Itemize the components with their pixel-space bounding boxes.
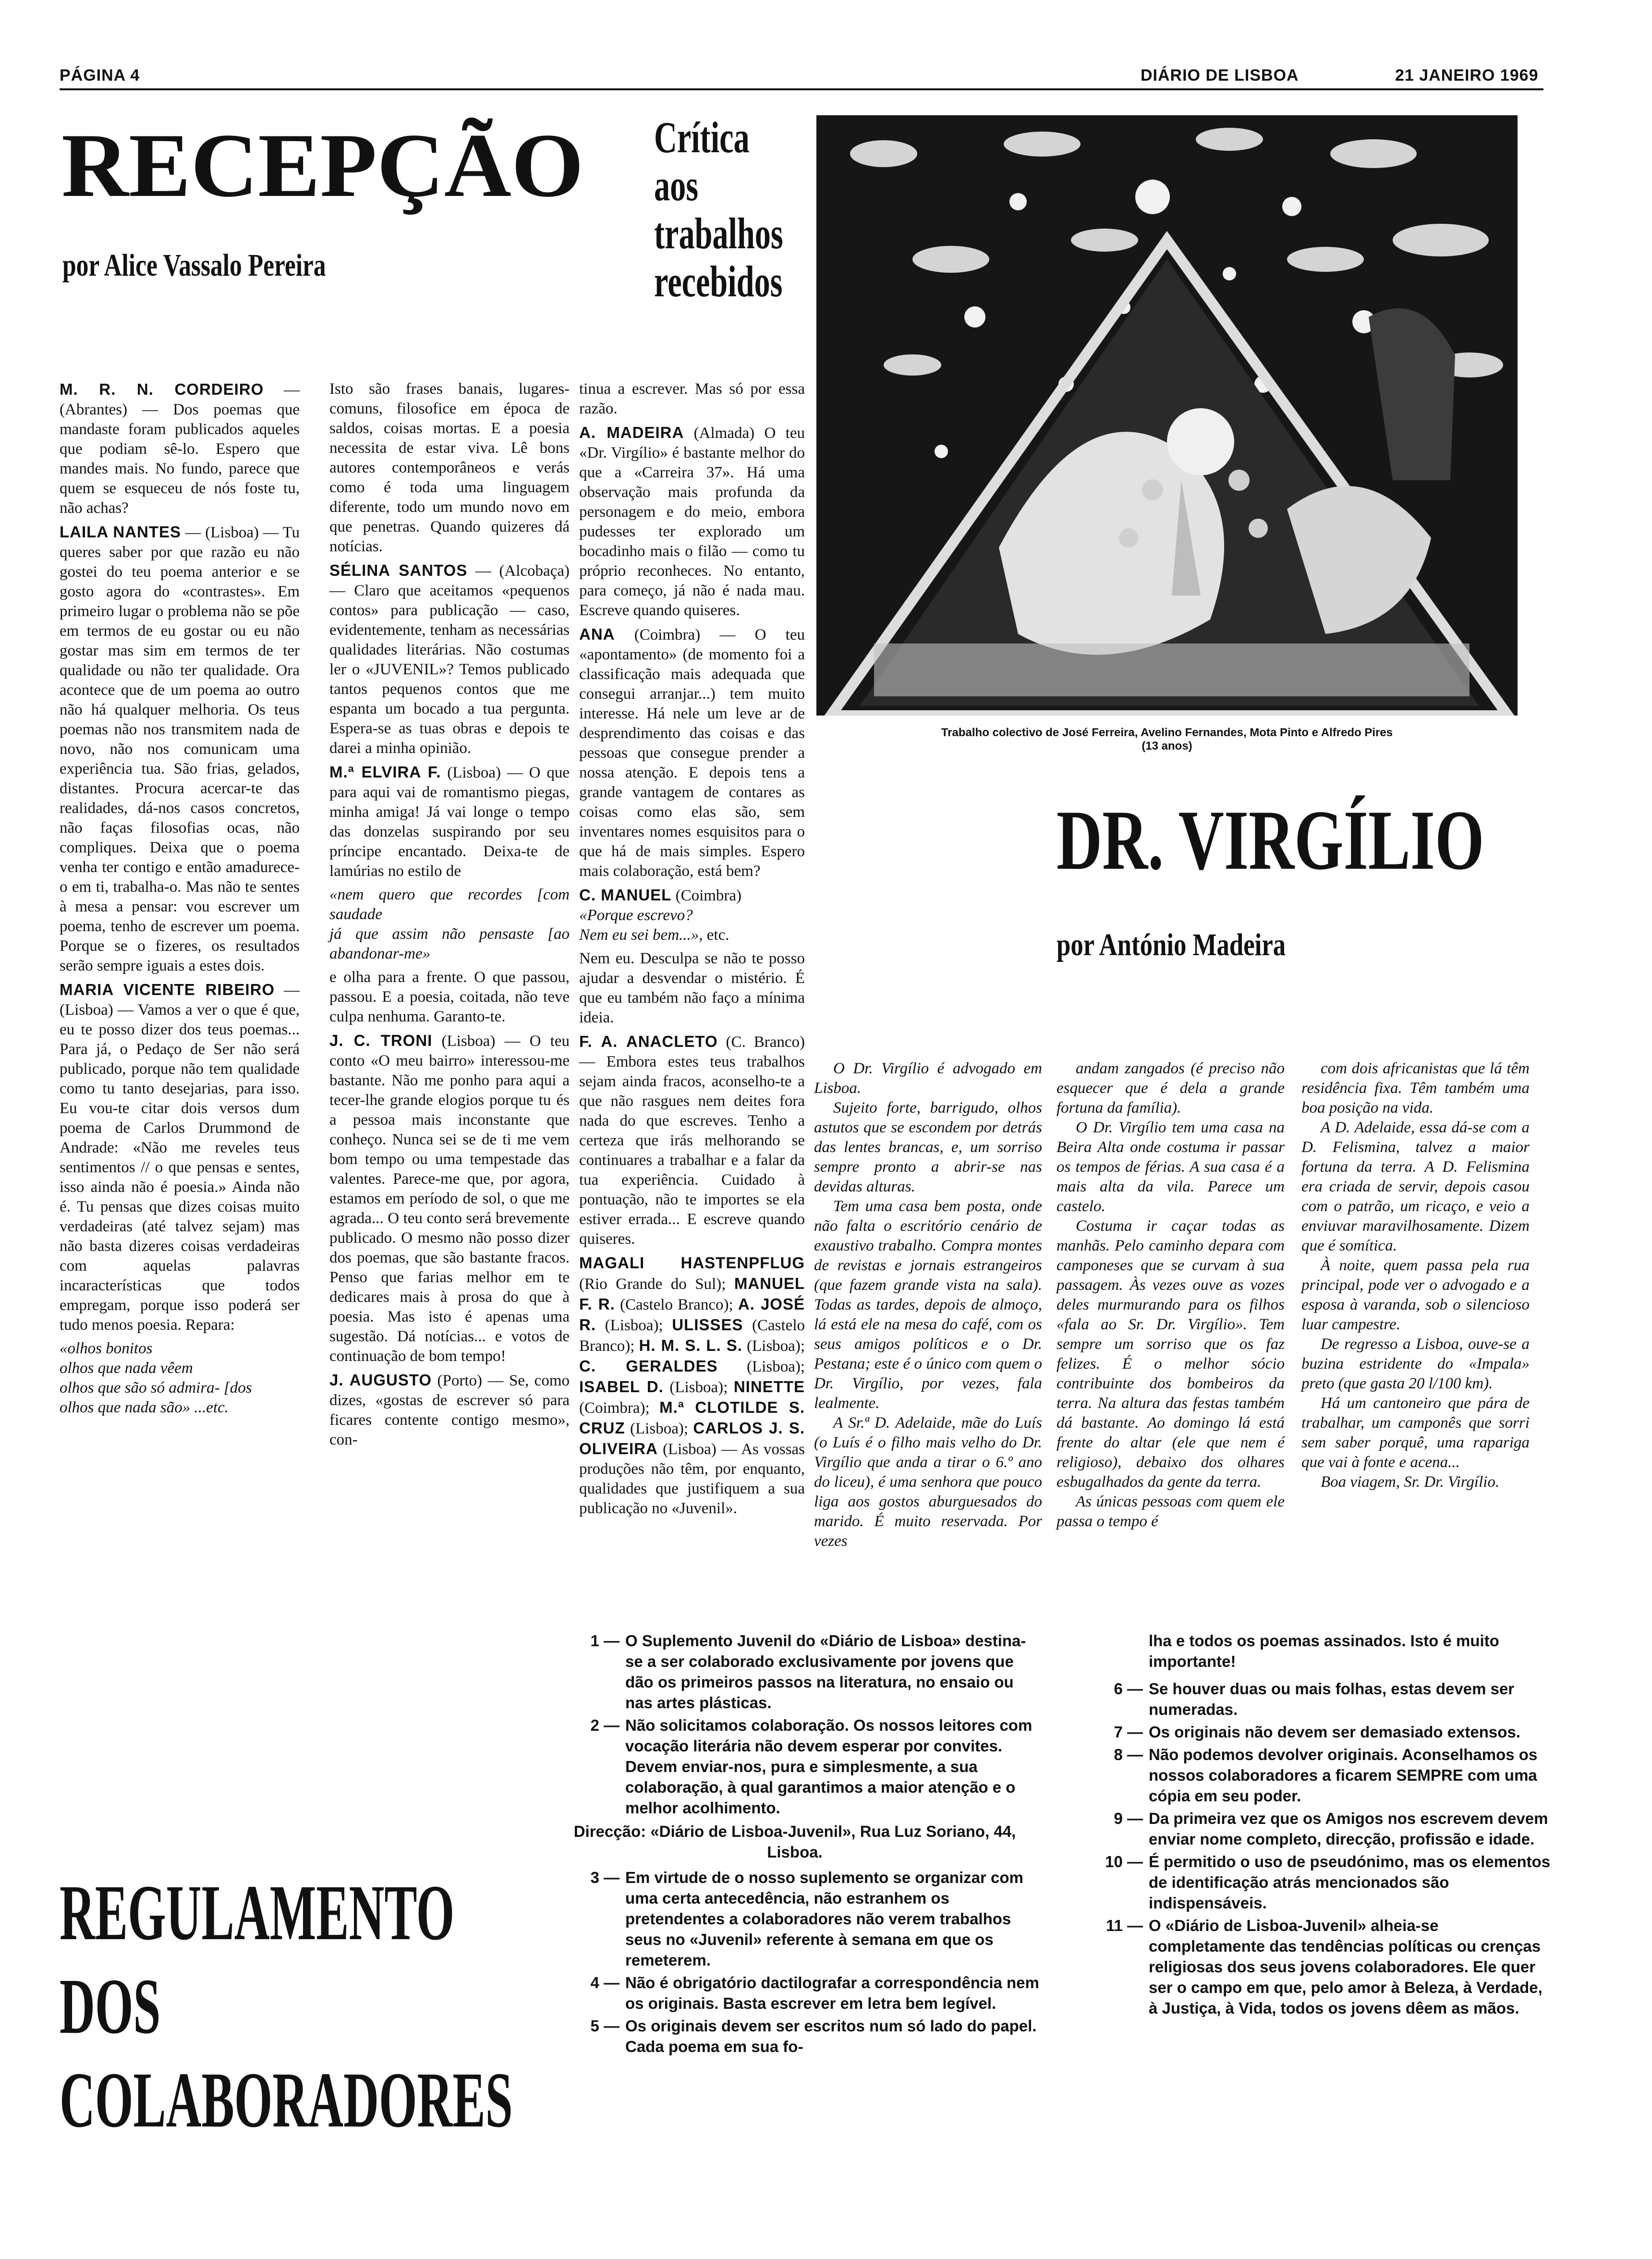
regulation-number: 4 — <box>590 1974 620 1992</box>
regulation-text: Não solicitamos colaboração. Os nossos leitores com vocação literária não devem esperar por convites. Devem enviar-nos, pura e simplesmente, a sua colaboração, à qual garantimos a maior atenção e o melhor acolhimento. <box>625 1716 1032 1817</box>
reception-paragraph: J. AUGUSTO (Porto) — Se, como dizes, «gostas de escrever só para ficares contente contigo mesmo», con- <box>329 1371 570 1448</box>
regulation-item <box>1071 1808 1551 1849</box>
regulation-item <box>1071 1722 1551 1742</box>
regulation-number: 7 — <box>1114 1723 1143 1741</box>
story-paragraph: A Sr.ª D. Adelaide, mãe do Luís (o Luís é o filho mais velho do Dr. Virgílio que anda a tirar o 6.º ano do liceu), é uma senhora que pouco liga aos gostos aburguesados do marido. É muito reservada. Por vezes <box>814 1414 1042 1550</box>
regulation-item <box>1071 1851 1551 1913</box>
reception-paragraph: Nem eu. Desculpa se não te posso ajudar a desvendar o mistério. É que eu também não faço a mínima ideia. <box>579 950 805 1026</box>
artwork-image <box>816 115 1518 716</box>
story-paragraph: À noite, quem passa pela rua principal, pode ver o advogado e a esposa à varanda, sob o silencioso luar campestre. <box>1301 1257 1530 1333</box>
regulations-title-line: REGULAMENTO <box>60 1869 455 1956</box>
direction-address: Direcção: «Diário de Lisboa-Juvenil», Rua Luz Soriano, 44, Lisboa. <box>573 1822 1016 1861</box>
reception-paragraph: M.ª ELVIRA F. (Lisboa) — O que para aqui vai de romantismo piegas, minha amiga! Já vai longe o tempo das donzelas suspirando por seu príncipe encantado. Deixa-te de lamúrias no estilo de <box>329 763 570 880</box>
reception-column-1 <box>60 379 300 1421</box>
reception-column-2 <box>329 379 570 1454</box>
regulation-number: 11 — <box>1105 1917 1143 1934</box>
story-paragraph: A D. Adelaide, essa dá-se com a D. Felismina, talvez a maior fortuna da terra. A D. Felismina era criada de servir, depois casou com o patrão, um ricaço, e veio a enviuvar maravilhosamente. Dizem que é somítica. <box>1301 1119 1530 1254</box>
reception-paragraph: «olhos bonitos olhos que nada vêem olhos que são só admira- [dos olhos que nada são» ...etc. <box>60 1340 252 1416</box>
regulation-text: Não é obrigatório dactilografar a correspondência nem os originais. Basta escrever em letra bem legível. <box>625 1974 1039 2012</box>
story-column-1 <box>814 1059 1042 1551</box>
caption-ages: (13 anos) <box>1142 740 1192 753</box>
reception-paragraph: e olha para a frente. O que passou, passou. E a poesia, coitada, não teve culpa nenhuma. Garanto-te. <box>329 969 570 1025</box>
header-rule <box>60 88 1543 90</box>
regulation-text: Em virtude de o nosso suplemento se organizar com uma certa antecedência, não estranhem os pretendentes a colaboradores não verem trabalhos seus no «Juvenil» referente à semana em que os remeterem. <box>625 1869 1023 1969</box>
story-paragraph: Costuma ir caçar todas as manhãs. Pelo caminho depara com camponeses que se curvam à sua passagem. Às vezes ouve as vozes deles murmurando para os filhos «fala ao Sr. Dr. Virgílio». Tem sempre um sorriso que os faz felizes. É o melhor sócio contribuinte dos bombeiros da terra. Na altura das festas também dá bastante. Ao domingo lá está frente do altar (ele que nem é religioso), debaixo dos olhares esbugalhados da gente da terra. <box>1057 1217 1285 1491</box>
story-paragraph: andam zangados (é preciso não esquecer que é dela a grande fortuna da família). <box>1057 1060 1285 1117</box>
kicker-line: recebidos <box>654 257 783 306</box>
regulation-text: Os originais devem ser escritos num só lado do papel. Cada poema em sua fo- <box>625 2017 1037 2055</box>
reception-paragraph: SÉLINA SANTOS — (Alcobaça) — Claro que aceitamos «pequenos contos» para publicação — caso, evidentemente, tenham as necessárias qualidades literárias. Não costumas ler o «JUVENIL»? Temos publicado tantos pequenos contos que me espanta um bocado a tua pergunta. Espera-se as tuas obras e depois te darei a minha opinião. <box>329 561 570 757</box>
kicker-line: trabalhos <box>654 209 783 258</box>
regulations-right <box>1071 1630 1551 2020</box>
regulation-item <box>547 1972 1042 2014</box>
regulation-item <box>1071 1915 1551 2018</box>
regulation-number: 3 — <box>590 1869 620 1886</box>
regulation-text: É permitido o uso de pseudónimo, mas os elementos de identificação atrás mencionados são indispensáveis. <box>1149 1853 1551 1912</box>
reception-paragraph: MAGALI HASTENPFLUG (Rio Grande do Sul); MANUEL F. R. (Castelo Branco); A. JOSÉ R. (Lisboa); ULISSES (Castelo Branco); H. M. S. L. S. (Lisboa); C. GERALDES (Lisboa); ISABEL D. (Lisboa); NINETTE (Coimbra); M.ª CLOTILDE S. CRUZ (Lisboa); CARLOS J. S. OLIVEIRA (Lisboa) — As vossas produções não têm, por enquanto, qualidades que justifiquem a sua publicação no «Juvenil». <box>579 1254 805 1517</box>
story-paragraph: Tem uma casa bem posta, onde não falta o escritório cenário de exaustivo trabalho. Compra montes de revistas e jornais estrangeiros (que fazem grande vista na sala). Todas as tardes, depois de almoço, lá está ele na mesa do café, com os seus amigos políticos e o Dr. Pestana; este é o único com quem o Dr. Virgílio, por vezes, fala lealmente. <box>814 1198 1042 1412</box>
story-column-2 <box>1057 1059 1285 1531</box>
newspaper-name: DIÁRIO DE LISBOA <box>1141 66 1299 85</box>
story-paragraph: O Dr. Virgílio tem uma casa na Beira Alta onde costuma ir passar os tempos de férias. A sua casa é a mais alta da vila. Parece um castelo. <box>1057 1119 1285 1215</box>
regulation-number: 8 — <box>1114 1746 1143 1763</box>
regulation-number: 6 — <box>1114 1680 1143 1698</box>
story-paragraph: Boa viagem, Sr. Dr. Virgílio. <box>1321 1473 1500 1491</box>
reception-paragraph: Isto são frases banais, lugares-comuns, filosofice em época de saldos, coisas mortas. E a poesia necessita de estar viva. Lê bons autores contemporâneos e verás como é toda uma linguagem diferente, todo um mundo novo em que penetras. Quando quizeres dá notícias. <box>329 380 570 555</box>
reception-title: RECEPÇÃO <box>61 115 584 216</box>
story-paragraph: Há um cantoneiro que pára de trabalhar, um camponês que sorri sem saber porquê, uma rapariga que vai à fonte e acena... <box>1301 1395 1530 1471</box>
regulation-number: 1 — <box>590 1632 620 1650</box>
regulation-item <box>547 1715 1042 1818</box>
reception-paragraph: F. A. ANACLETO (C. Branco) — Embora estes teus trabalhos sejam ainda fracos, aconselho-te a que não rasgues nem deites fora nada do que escreves. Tenho a certeza que irás melhorando se continuares a trabalhar e a falar da tua experiência. Cuidado à pontuação, não te importes se ela estiver errada... E escreve quando quiseres. <box>579 1032 805 1248</box>
story-paragraph: As únicas pessoas com quem ele passa o tempo é <box>1057 1493 1285 1530</box>
issue-date: 21 JANEIRO 1969 <box>1395 66 1539 85</box>
reception-paragraph: M. R. N. CORDEIRO — (Abrantes) — Dos poemas que mandaste foram publicados aqueles que podiam sê-lo. Espero que mandes mais. No fundo, parece que quem se esqueceu de nós foste tu, não achas? <box>60 380 300 517</box>
story-paragraph: De regresso a Lisboa, ouve-se a buzina estridente do «Impala» preto (que gasta 20 l/100 km). <box>1301 1336 1530 1392</box>
regulation-number: 9 — <box>1114 1810 1143 1827</box>
kicker-line: Crítica <box>654 113 750 162</box>
regulation-text: O Suplemento Juvenil do «Diário de Lisboa» destina-se a ser colaborado exclusivamente por jovens que dão os primeiros passos na literatura, no ensaio ou nas artes plásticas. <box>625 1632 1026 1712</box>
reception-paragraph: ANA (Coimbra) — O teu «apontamento» (de momento foi a classificação mais adequada que consegui arranjar...) tem muito interesse. Há nele um leve ar de desprendimento das coisas e das pessoas que consegue prender a nossa atenção. E depois tens a grande vantagem de contares as coisas como elas são, sem inventares nomes esquisitos para o que há de mais simples. Espero mais colaboração, está bem? <box>579 625 805 880</box>
reception-column-3 <box>579 379 805 1522</box>
regulation-number: 2 — <box>590 1716 620 1734</box>
page-number: PÁGINA 4 <box>60 66 140 85</box>
regulation-item <box>547 2016 1042 2057</box>
story-byline: por António Madeira <box>1057 927 1286 962</box>
regulation-item <box>547 1630 1042 1713</box>
story-title: DR. VIRGÍLIO <box>1057 792 1484 887</box>
story-paragraph: O Dr. Virgílio é advogado em Lisboa. <box>814 1060 1042 1097</box>
reception-paragraph: LAILA NANTES — (Lisboa) — Tu queres saber por que razão eu não gostei do teu poema anterior e se gosto agora do «contrastes». Em primeiro lugar o problema não se põe em termos de eu gostar ou eu não gostar mas sim em termos de ter qualidade ou não ter qualidade. Ora acontece que de um poema ao outro não há qualquer melhoria. Os teus poemas não nos transmitem nada de novo, não nos comunicam uma experiência tua. São frias, gelados, distantes. Procura acercar-te das realidades, dá-nos casos concretos, não faças filosofias ocas, não compliques. Deixa que o poema venha ter contigo e então amadurece-o em ti, trabalha-o. Mas não te sentes à mesa a pensar: vou escrever um poema, tenho de escrever um poema. Porque se o fizeres, os resultados serão sempre iguais a estes dois. <box>60 523 300 974</box>
reception-paragraph: «nem quero que recordes [com saudade já que assim não pensaste [ao abandonar-me» <box>329 886 570 962</box>
regulation-text: Da primeira vez que os Amigos nos escrevem devem enviar nome completo, direcção, profissão e idade. <box>1149 1810 1548 1848</box>
reception-paragraph: C. MANUEL (Coimbra) «Porque escrevo? Nem eu sei bem...», etc. <box>579 886 742 944</box>
regulation-item <box>1071 1744 1551 1806</box>
regulation-item <box>1071 1678 1551 1720</box>
story-column-3 <box>1301 1059 1530 1492</box>
regulation-text: Não podemos devolver originais. Aconselhamos os nossos colaboradores a ficarem SEMPRE com uma cópia em seu poder. <box>1149 1746 1538 1805</box>
regulations-title-line: COLABORADORES <box>60 2056 513 2144</box>
caption-credits: Trabalho colectivo de José Ferreira, Avelino Fernandes, Mota Pinto e Alfredo Pires <box>941 726 1393 739</box>
kicker-line: aos <box>654 161 699 210</box>
regulations-left <box>547 1630 1042 2059</box>
reception-paragraph: J. C. TRONI (Lisboa) — O teu conto «O meu bairro» interessou-me bastante. Não me ponho para aqui a tecer-lhe grande elogios porque tu és a pessoa mais inconstante que conheço. Nunca sei se de ti me vem bom tempo ou uma tempestade das valentes. Parece-me que, por agora, estamos em período de sol, o que me agrada... O teu conto será brevemente publicado. O mesmo não posso dizer dos poemas, que são bastante fracos. Penso que farias melhor em te dedicares mais à prosa do que à poesia. Mas isto é apenas uma sugestão. Dá notícias... e votos de continuação de bom tempo! <box>329 1032 570 1365</box>
regulation-number: 5 — <box>590 2017 620 2035</box>
reception-paragraph: tinua a escrever. Mas só por essa razão. <box>579 380 805 417</box>
story-paragraph: com dois africanistas que lá têm residência fixa. Têm também uma boa posição na vida. <box>1301 1060 1530 1117</box>
regulation-text: Se houver duas ou mais folhas, estas devem ser numeradas. <box>1149 1680 1515 1718</box>
reception-kicker <box>654 115 833 304</box>
artwork-caption <box>816 726 1518 753</box>
regulation-continuation: lha e todos os poemas assinados. Isto é muito importante! <box>1149 1632 1499 1670</box>
regulation-item <box>547 1867 1042 1970</box>
collective-artwork <box>816 115 1518 716</box>
regulation-text: Os originais não devem ser demasiado extensos. <box>1149 1723 1520 1741</box>
reception-paragraph: A. MADEIRA (Almada) O teu «Dr. Virgílio» é bastante melhor do que a «Carreira 37». Há uma observação mais profunda da personagem e do meio, embora pudesses ter explorado um bocadinho mais o filão — como tu próprio reconheces. No entanto, para começo, já não é nada mau. Escreve quando quiseres. <box>579 424 805 619</box>
story-paragraph: Sujeito forte, barrigudo, olhos astutos que se escondem por detrás das lentes brancas, e, um sorriso sempre pronto a abrir-se nas devidas alturas. <box>814 1099 1042 1195</box>
reception-byline: por Alice Vassalo Pereira <box>62 248 326 283</box>
reception-paragraph: MARIA VICENTE RIBEIRO — (Lisboa) — Vamos a ver o que é que, eu te posso dizer dos teus poemas... Para já, o Pedaço de Ser não será publicado, porque não tem qualidade como tu tanto desejarias, para isso. Eu vou-te citar dois versos dum poema de Carlos Drummond de Andrade: «Não me reveles teus sentimentos // o que pensas e sentes, isso ainda não é poesia.» Ainda não é. Tu pensas que dizes coisas muito verdadeiras (até talvez sejam) mas não basta dizeres coisas verdadeiras com aquelas palavras incaracterísticas que todos empregam, porque isso poderá ser tudo menos poesia. Repara: <box>60 981 300 1334</box>
regulations-title-line: DOS <box>60 1962 161 2050</box>
regulation-number: 10 — <box>1105 1853 1143 1870</box>
regulation-text: O «Diário de Lisboa-Juvenil» alheia-se completamente das tendências políticas ou crenças religiosas dos seus jovens colaboradores. Ele quer ser o campo em que, pelo amor à Beleza, à Verdade, à Justiça, à Vida, todos os jovens dêem as mãos. <box>1149 1917 1543 2017</box>
